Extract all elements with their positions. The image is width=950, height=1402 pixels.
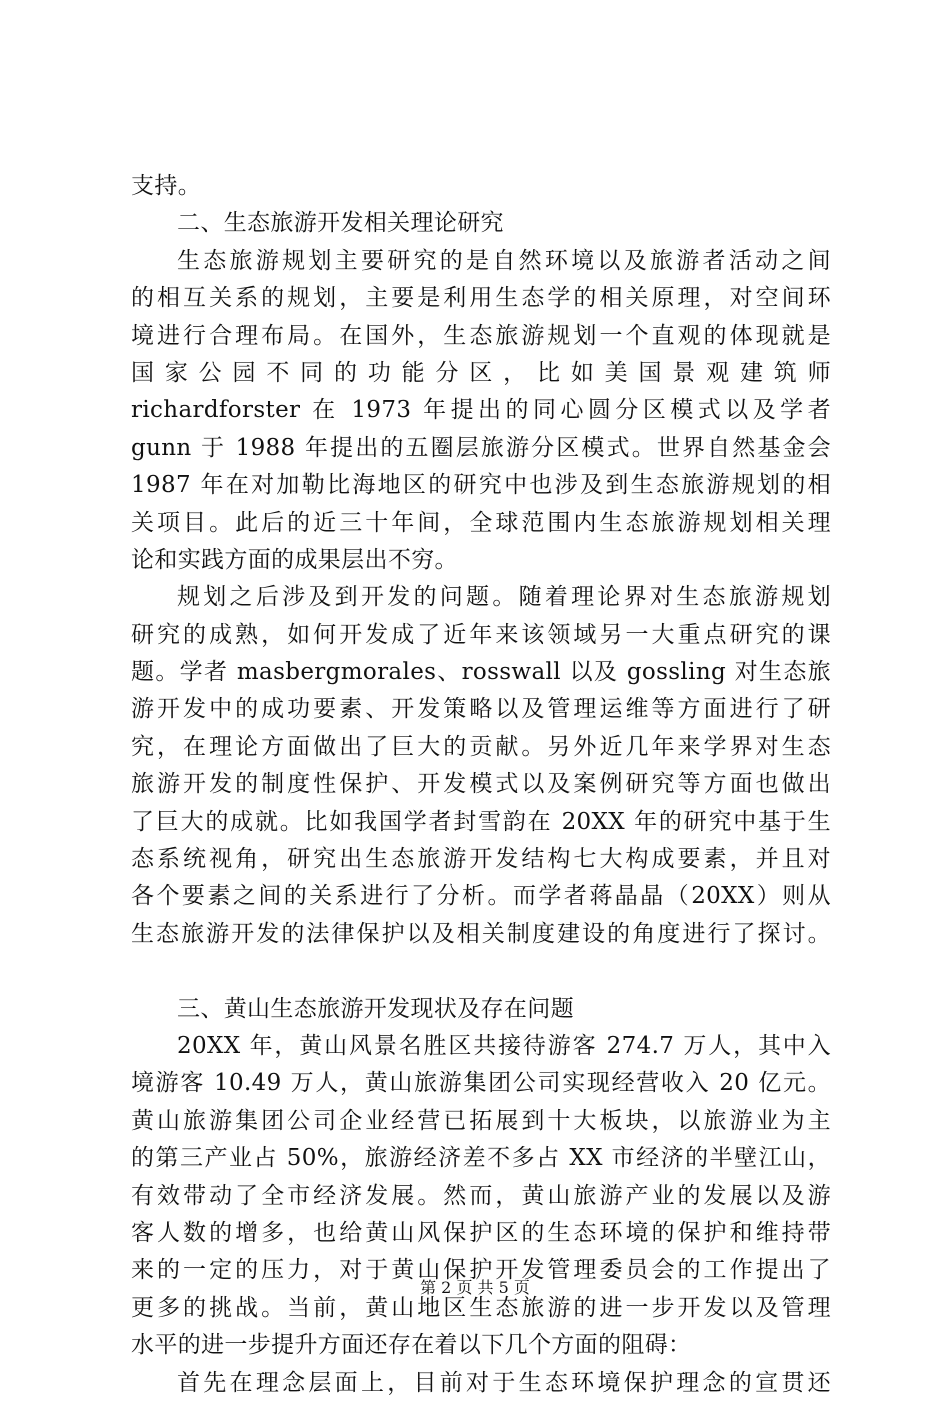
text-line: 究，在理论方面做出了巨大的贡献。另外近几年来学界对生态 — [131, 733, 831, 760]
text-line: 规划之后涉及到开发的问题。随着理论界对生态旅游规划 — [177, 584, 831, 611]
text-line: 20XX 年，黄山风景名胜区共接待游客 274.7 万人，其中入 — [177, 1032, 831, 1059]
text-line: gunn 于 1988 年提出的五圈层旅游分区模式。世界自然基金会 — [131, 434, 831, 461]
text-line: 有效带动了全市经济发展。然而，黄山旅游产业的发展以及游 — [131, 1182, 831, 1209]
text-line: 客人数的增多，也给黄山风保护区的生态环境的保护和维持带 — [131, 1219, 831, 1246]
text-line: 1987 年在对加勒比海地区的研究中也涉及到生态旅游规划的相 — [131, 472, 831, 499]
text-line: 二、生态旅游开发相关理论研究 — [177, 210, 504, 237]
text-line: 论和实践方面的成果层出不穷。 — [131, 546, 458, 573]
text-line: 支持。 — [131, 173, 202, 199]
text-line: 国家公园不同的功能分区，比如美国景观建筑师 — [131, 359, 831, 386]
text-line: 旅游开发的制度性保护、开发模式以及案例研究等方面也做出 — [131, 771, 831, 798]
text-line: 境游客 10.49 万人，黄山旅游集团公司实现经营收入 20 亿元。 — [131, 1070, 831, 1097]
text-line: 更多的挑战。当前，黄山地区生态旅游的进一步开发以及管理 — [131, 1294, 831, 1321]
document-body — [131, 168, 831, 1402]
blank-line — [131, 953, 831, 990]
text-line: 关项目。此后的近三十年间，全球范围内生态旅游规划相关理 — [131, 509, 831, 536]
text-line: 来的一定的压力，对于黄山保护开发管理委员会的工作提出了 — [131, 1257, 831, 1284]
text-line: 生态旅游开发的法律保护以及相关制度建设的角度进行了探讨。 — [131, 920, 831, 947]
text-line: 题。学者 masbergmorales、rosswall 以及 gossling 对生态旅 — [131, 659, 831, 686]
text-line: 游开发中的成功要素、开发策略以及管理运维等方面进行了研 — [131, 696, 831, 723]
text-line: 首先在理念层面上，目前对于生态环境保护理念的宣贯还 — [177, 1369, 831, 1396]
text-line: 黄山旅游集团公司企业经营已拓展到十大板块，以旅游业为主 — [131, 1107, 831, 1134]
text-line: 研究的成熟，如何开发成了近年来该领域另一大重点研究的课 — [131, 621, 831, 648]
text-line: 生态旅游规划主要研究的是自然环境以及旅游者活动之间 — [177, 247, 831, 274]
text-line: 境进行合理布局。在国外，生态旅游规划一个直观的体现就是 — [131, 322, 831, 349]
text-line: 的相互关系的规划，主要是利用生态学的相关原理，对空间环 — [131, 285, 831, 312]
text-line: 三、黄山生态旅游开发现状及存在问题 — [177, 995, 574, 1022]
text-line: 各个要素之间的关系进行了分析。而学者蒋晶晶（20XX）则从 — [131, 883, 831, 910]
text-line: 的第三产业占 50%，旅游经济差不多占 XX 市经济的半壁江山， — [131, 1145, 831, 1172]
text-line: richardforster 在 1973 年提出的同心圆分区模式以及学者 — [131, 397, 831, 424]
text-line: 了巨大的成就。比如我国学者封雪韵在 20XX 年的研究中基于生 — [131, 808, 831, 835]
page-footer: 第 2 页 共 5 页 — [420, 1278, 530, 1297]
text-line: 态系统视角，研究出生态旅游开发结构七大构成要素，并且对 — [131, 846, 831, 873]
text-line: 水平的进一步提升方面还存在着以下几个方面的阻碍： — [131, 1332, 692, 1359]
